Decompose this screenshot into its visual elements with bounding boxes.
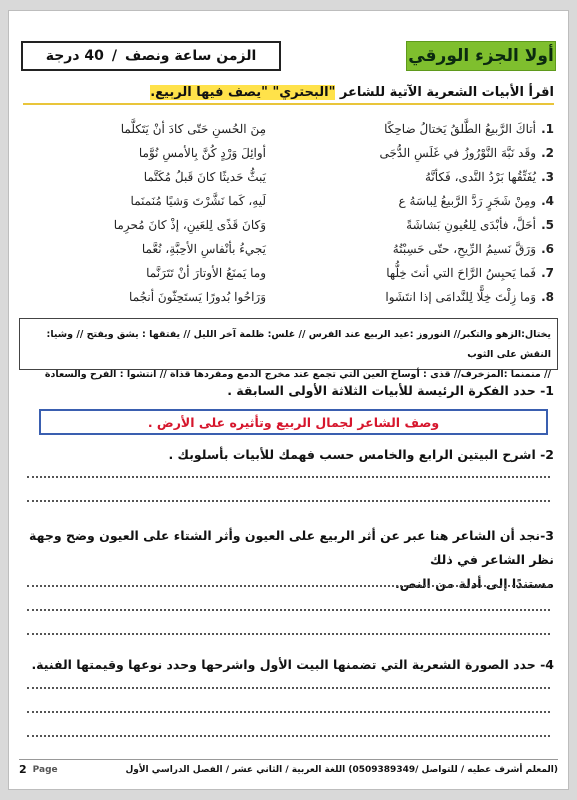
instruction-prefix: اقرأ الأبيات الشعرية الآتية للشاعر [339, 85, 554, 100]
vocabulary-line: يختال:الزهو والتكبر// النوروز :عيد الربيع عند الفرس // غلس: ظلمة آخر الليل // يفتقها : يشق ويفتح // وشيا: النقش على الثوب [46, 329, 551, 360]
verse-first-hemistich: أتاكَ الرَّبيعُ الطَّلقُ يَختالُ ضاحِكًا [384, 122, 536, 136]
verse-number: 4. [541, 194, 554, 208]
answer-line[interactable] [27, 711, 550, 713]
vocabulary-box [19, 318, 558, 380]
answer-line[interactable] [27, 633, 550, 635]
verse-first-hemistich: وَرَقَّ نَسيمُ الرِّيحِ، حتّى حَسِبْتُهُ [392, 242, 536, 256]
footer-text: (المعلم أشرف عطيه / للتواصل /0509389349) اللغة العربية / الثاني عشر / الفصل الدراسي الأول [125, 764, 558, 775]
worksheet-page [8, 10, 569, 790]
verse-second-hemistich: لَيهِ، كَما نَشَّرْتَ وَشيًا مُنَمنَما [130, 194, 266, 208]
answer-line[interactable] [27, 585, 550, 587]
verse-row [23, 261, 554, 285]
verse-row [23, 285, 554, 309]
section-title: أولا الجزء الورقي [406, 41, 556, 71]
verse-first-hemistich: أحَلَّ، فأبْدَى لِلعُيونِ بَشاشَةً [406, 218, 536, 232]
grade-time-box [21, 41, 281, 71]
verse-number: 6. [541, 242, 554, 256]
verse-first-hemistich: وَما زِلْتَ خِلًّا لِلنَّدامَى إذا انتَشَوا [385, 290, 536, 304]
time-label: الزمن ساعة ونصف [125, 48, 257, 64]
instruction [23, 85, 554, 105]
verse-second-hemistich: مِنَ الحُسنِ حَتّى كادَ أنْ يَتَكلَّما [120, 122, 266, 136]
verse-row [23, 165, 554, 189]
instruction-highlight: "البحتري" "يصف فيها الربيع. [150, 85, 336, 100]
verse-second-hemistich: وَرَاحُوا بُدورًا يَستَحِثّونَ أنجُما [129, 290, 266, 304]
verse-number: 2. [541, 146, 554, 160]
vocabulary-line: // منمنما :المزخرف// قذى : أوساخ العين التي تجمع عند مخرج الدمع ومفردها قذاة // انتشوا : الفرح والسعادة [44, 369, 551, 380]
page-number: 2 [19, 763, 27, 776]
answer-line[interactable] [27, 500, 550, 502]
verse-number: 1. [541, 122, 554, 136]
answer-line[interactable] [27, 735, 550, 737]
separator: / [111, 48, 118, 64]
question-2: 2- اشرح البيتين الرابع والخامس حسب فهمك للأبيات بأسلوبك . [168, 447, 554, 462]
grade-label: 40 درجة [45, 48, 104, 64]
verse-row [23, 189, 554, 213]
verse-first-hemistich: ومِنْ شَجَرٍ رَدَّ الرَّبيعُ لِباسَهُ ع [398, 194, 536, 208]
verse-second-hemistich: يَبثُّ حَديثًا كانَ قَبلُ مُكَتَّما [143, 170, 266, 184]
verse-number: 8. [541, 290, 554, 304]
question-1: 1- حدد الفكرة الرئيسة للأبيات الثلاثة الأولى السابقة . [227, 383, 554, 398]
answer-line[interactable] [27, 687, 550, 689]
question-4: 4- حدد الصورة الشعرية التي تضمنها البيت الأول واشرحها وحدد نوعها وقيمتها الفنية. [31, 657, 554, 672]
answer-line[interactable] [27, 609, 550, 611]
verse-number: 3. [541, 170, 554, 184]
verses-list [23, 117, 554, 309]
question-3-line: 3-نجد أن الشاعر هنا عبر عن أثر الربيع على العيون وأثر الشتاء على العيون وضح وجهة نظر الشاعر في ذلك [29, 528, 554, 567]
verse-second-hemistich: وما يَمنَعُ الأوتارَ أنْ تَتَرَنَّما [146, 266, 266, 280]
verse-second-hemistich: وَكانَ قَذًى لِلعَينِ، إذْ كانَ مُحرِما [113, 218, 266, 232]
page-footer [19, 759, 558, 777]
verse-first-hemistich: يُفَتِّقُها بَرْدُ النَّدى، فَكأنَّهُ [424, 170, 536, 184]
verse-first-hemistich: فَما يَحبِسُ الرَّاحَ التي أنتَ خِلُّها [386, 266, 536, 280]
verse-number: 7. [541, 266, 554, 280]
verse-second-hemistich: أوائِلَ وَرْدٍ كُنَّ بِالأمسِ نُوَّما [138, 146, 266, 160]
verse-row [23, 141, 554, 165]
header [21, 41, 556, 71]
answer-line[interactable] [27, 476, 550, 478]
question-1-answer: وصف الشاعر لجمال الربيع وتأثيره على الأرض . [39, 409, 548, 435]
page-label: Page [32, 764, 58, 775]
verse-second-hemistich: يَجيءُ بأنْفاسِ الأحِبَّةِ، نُعَّما [141, 242, 266, 256]
verse-first-hemistich: وقَد نَبَّهَ النَّوْرُوزُ في غَلَسِ الدُّجَى [379, 146, 536, 160]
verse-row [23, 213, 554, 237]
verse-number: 5. [541, 218, 554, 232]
verse-row [23, 237, 554, 261]
verse-row [23, 117, 554, 141]
question-3-line: مستندًا إلى أدلة من النص. [394, 576, 554, 591]
